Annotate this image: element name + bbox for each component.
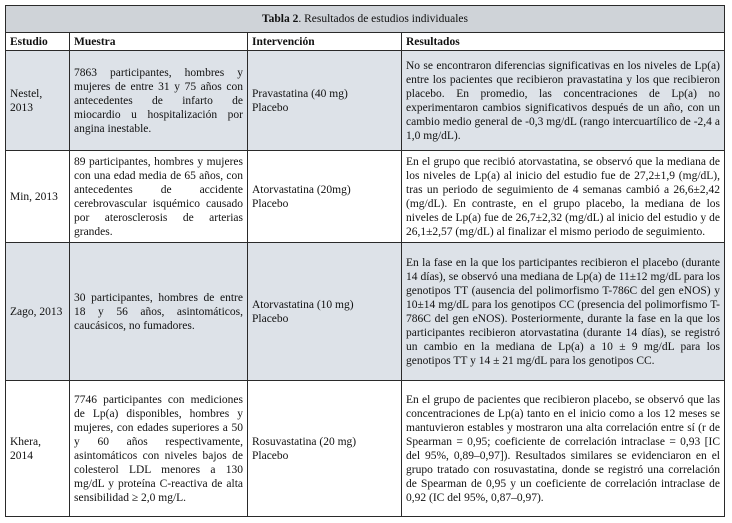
cell-intervencion <box>248 51 402 151</box>
intervention-drug: Pravastatina (40 mg) <box>252 87 348 100</box>
table-row <box>6 243 725 381</box>
header-row <box>6 33 725 51</box>
cell-muestra: 7863 participantes, hombres y mujeres de entre 31 y 75 años con antecedentes de infarto de miocardio u hospitalización por angina inestable. <box>70 51 248 151</box>
cell-muestra: 7746 participantes con mediciones de Lp(a) disponibles, hombres y mujeres, con edades superiores a 50 y 60 años respectivamente, asintomáticos con niveles bajos de colesterol LDL menores a 130 mg/dL y proteína C-reactiva de alta sensibilidad ≥ 2,0 mg/L. <box>70 381 248 517</box>
intervention-placebo: Placebo <box>252 101 289 114</box>
intervention-placebo: Placebo <box>252 312 289 325</box>
header-muestra: Muestra <box>70 33 248 51</box>
cell-muestra: 89 participantes, hombres y mujeres con una edad media de 65 años, con antecedentes de accidente cerebrovascular isquémico causado por aterosclerosis de arterias grandes. <box>70 151 248 243</box>
cell-resultados: En el grupo que recibió atorvastatina, se observó que la mediana de los niveles de Lp(a) al inicio del estudio fue de 27,2±1,9 (mg/dL), tras un periodo de seguimiento de 4 semanas cambió a 26,6±2,42 (mg/dL). En contraste, en el grupo placebo, la mediana de los niveles de Lp(a) fue de 26,7±2,32 (mg/dL) al inicio del estudio y de 26,1±2,57 (mg/dL) al finalizar el mismo periodo de seguimiento. <box>402 151 725 243</box>
table-caption <box>6 6 725 33</box>
cell-resultados: En el grupo de pacientes que recibieron placebo, se observó que las concentraciones de Lp(a) tanto en el inicio como a los 12 meses se mantuvieron estables y mostraron una alta correlación entre sí (r de Spearman = 0,95; coeficiente de correlación intraclase = 0,93 [IC del 95%, 0,89–0,97]). Resultados similares se evidenciaron en el grupo tratado con rosuvastatina, donde se registró una correlación de Spearman de 0,95 y un coeficiente de correlación intraclase de 0,92 (IC del 95%, 0,87–0,97). <box>402 381 725 517</box>
cell-estudio: Nestel, 2013 <box>6 51 70 151</box>
cell-resultados: En la fase en la que los participantes recibieron el placebo (durante 14 días), se observó una mediana de Lp(a) de 11±12 mg/dL para los genotipos TT (ausencia del polimorfismo T-786C del gen eNOS) y 10±14 mg/dL para los genotipos CC (presencia del polimorfismo T-786C del gen eNOS). Posteriormente, durante la fase en la que los participantes recibieron atorvastatina (durante 14 días), se registró un cambio en la mediana de Lp(a) a 10 ± 9 mg/dL para los genotipos TT y 14 ± 21 mg/dL para los genotipos CC. <box>402 243 725 381</box>
table-row <box>6 381 725 517</box>
cell-estudio: Min, 2013 <box>6 151 70 243</box>
cell-intervencion <box>248 151 402 243</box>
cell-estudio: Khera, 2014 <box>6 381 70 517</box>
intervention-drug: Atorvastatina (10 mg) <box>252 298 354 311</box>
cell-intervencion <box>248 243 402 381</box>
intervention-placebo: Placebo <box>252 449 289 462</box>
intervention-placebo: Placebo <box>252 197 289 210</box>
cell-muestra: 30 participantes, hombres de entre 18 y 56 años, asintomáticos, caucásicos, no fumadores. <box>70 243 248 381</box>
header-estudio: Estudio <box>6 33 70 51</box>
header-resultados: Resultados <box>402 33 725 51</box>
table-caption-text: . Resultados de estudios individuales <box>298 13 468 25</box>
header-intervencion: Intervención <box>248 33 402 51</box>
table-row <box>6 51 725 151</box>
table-row <box>6 151 725 243</box>
cell-intervencion <box>248 381 402 517</box>
cell-estudio: Zago, 2013 <box>6 243 70 381</box>
intervention-drug: Atorvastatina (20mg) <box>252 183 351 196</box>
table-caption-label: Tabla 2 <box>262 13 299 25</box>
intervention-drug: Rosuvastatina (20 mg) <box>252 435 357 448</box>
results-table <box>5 5 725 517</box>
cell-resultados: No se encontraron diferencias significativas en los niveles de Lp(a) entre los pacientes que recibieron pravastatina y los que recibieron placebo. En promedio, las concentraciones de Lp(a) no experimentaron cambios significativos después de un año, con un cambio medio general de -0,3 mg/dL (rango intercuartílico de -2,4 a 1,0 mg/dL). <box>402 51 725 151</box>
